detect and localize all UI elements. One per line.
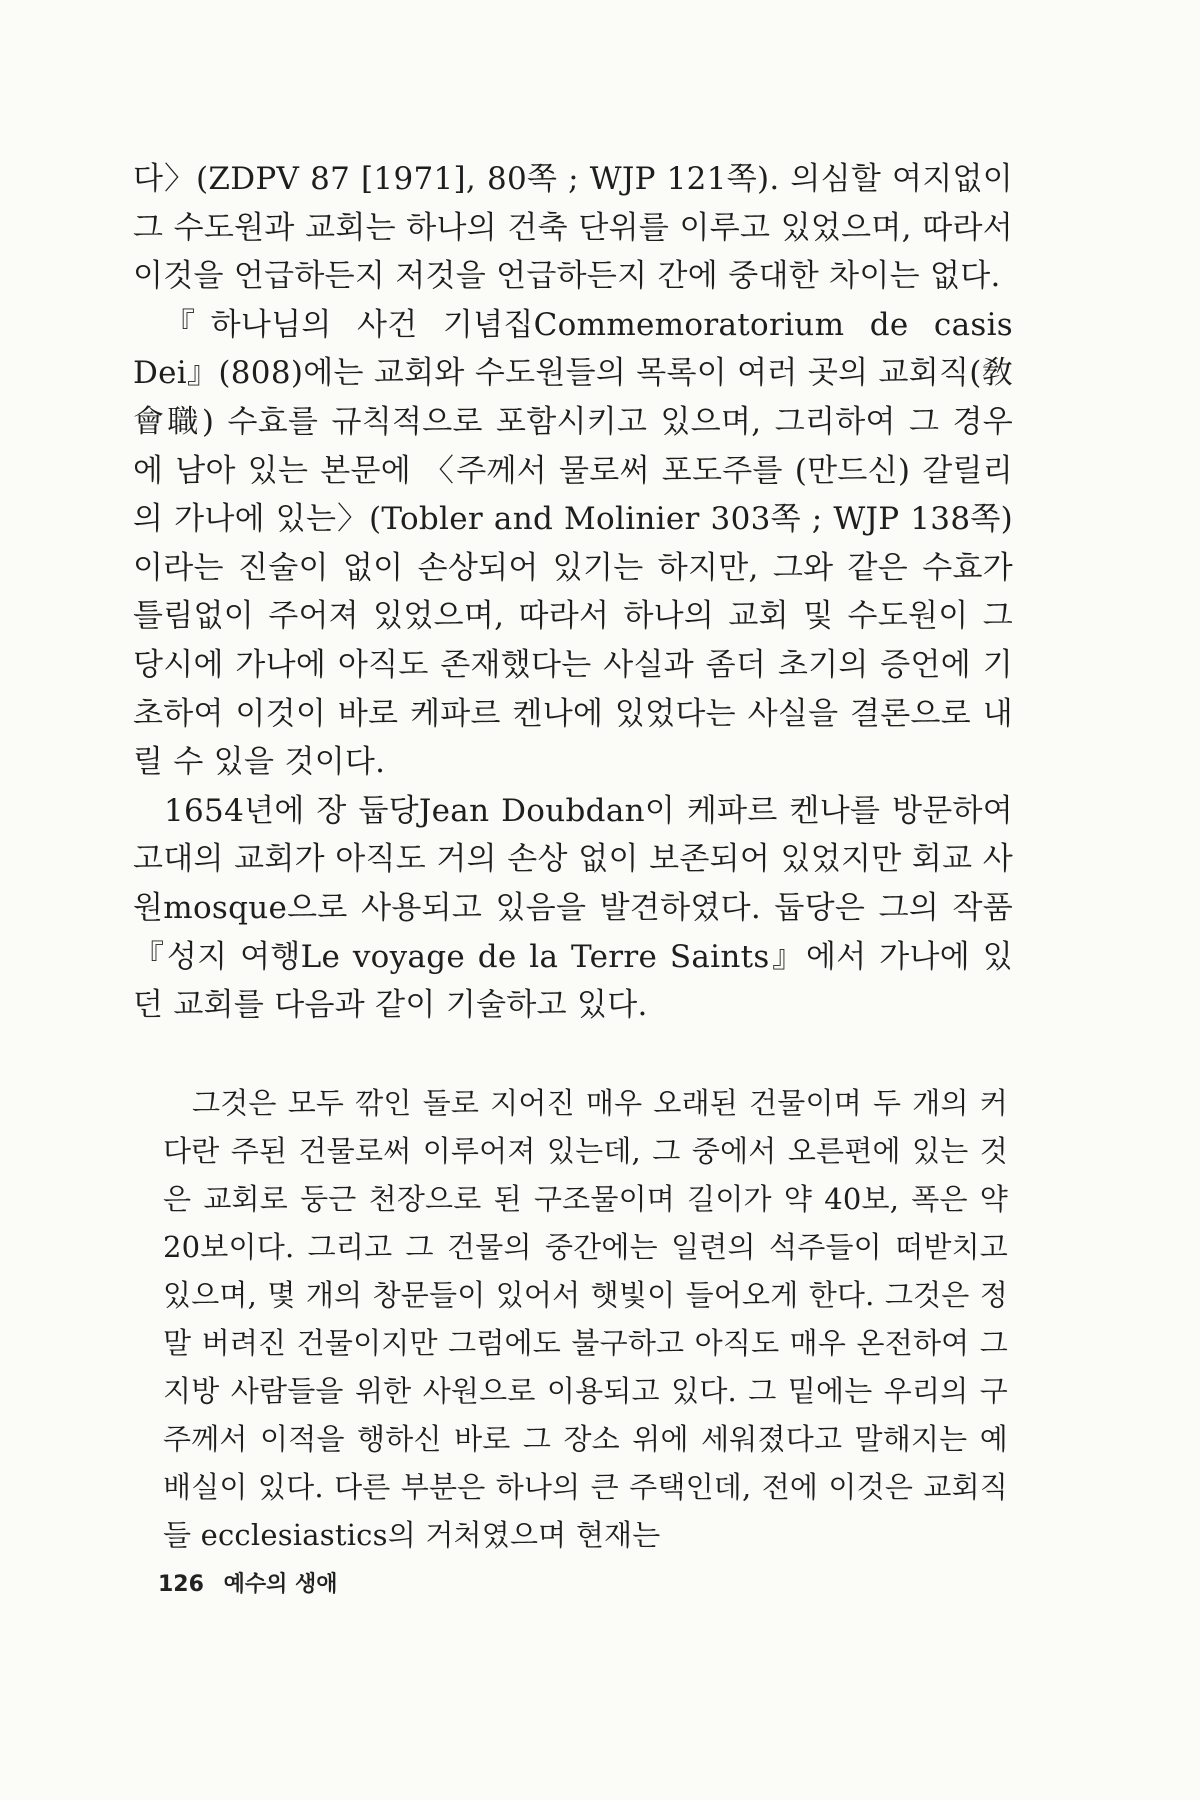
- paragraph-2: 『하나님의 사건 기념집Commemoratorium de casis Dei』(808)에는 교회와 수도원들의 목록이 여러 곳의 교회직(敎會職) 수효를 규칙적으로 포함시키고 있으며, 그리하여 그 경우에 남아 있는 본문에 〈주께서 물로써 포도주를 (만드신) 갈릴리의 가나에 있는〉(Tobler and Molinier 303쪽 ; WJP 138쪽)이라는 진술이 없이 손상되어 있기는 하지만, 그와 같은 수효가 틀림없이 주어져 있었으며, 따라서 하나의 교회 및 수도원이 그 당시에 가나에 아직도 존재했다는 사실과 좀더 초기의 증언에 기초하여 이것이 바로 케파르 켄나에 있었다는 사실을 결론으로 내릴 수 있을 것이다.: [133, 306, 1013, 781]
- running-title: 예수의 생애: [223, 1572, 338, 1597]
- block-quote: [163, 1079, 1008, 1559]
- page-number: 126: [158, 1572, 204, 1597]
- body-text: [133, 155, 1013, 1030]
- page-footer: [158, 1567, 338, 1598]
- paragraph-3: 1654년에 장 둡당Jean Doubdan이 케파르 켄나를 방문하여 고대의 교회가 아직도 거의 손상 없이 보존되어 있었지만 회교 사원mosque으로 사용되고 있음을 발견하였다. 둡당은 그의 작품 『성지 여행Le voyage de la Terre Saints』에서 가나에 있던 교회를 다음과 같이 기술하고 있다.: [133, 792, 1013, 1024]
- quote-text: 그것은 모두 깎인 돌로 지어진 매우 오래된 건물이며 두 개의 커다란 주된 건물로써 이루어져 있는데, 그 중에서 오른편에 있는 것은 교회로 둥근 천장으로 된 구조물이며 길이가 약 40보, 폭은 약 20보이다. 그리고 그 건물의 중간에는 일련의 석주들이 떠받치고 있으며, 몇 개의 창문들이 있어서 햇빛이 들어오게 한다. 그것은 정말 버려진 건물이지만 그럼에도 불구하고 아직도 매우 온전하여 그 지방 사람들을 위한 사원으로 이용되고 있다. 그 밑에는 우리의 구주께서 이적을 행하신 바로 그 장소 위에 세워졌다고 말해지는 예배실이 있다. 다른 부분은 하나의 큰 주택인데, 전에 이것은 교회직들 ecclesiastics의 거처였으며 현재는: [163, 1086, 1008, 1552]
- paragraph-1: 다〉(ZDPV 87 [1971], 80쪽 ; WJP 121쪽). 의심할 여지없이 그 수도원과 교회는 하나의 건축 단위를 이루고 있었으며, 따라서 이것을 언급하든지 저것을 언급하든지 간에 중대한 차이는 없다.: [133, 161, 1013, 295]
